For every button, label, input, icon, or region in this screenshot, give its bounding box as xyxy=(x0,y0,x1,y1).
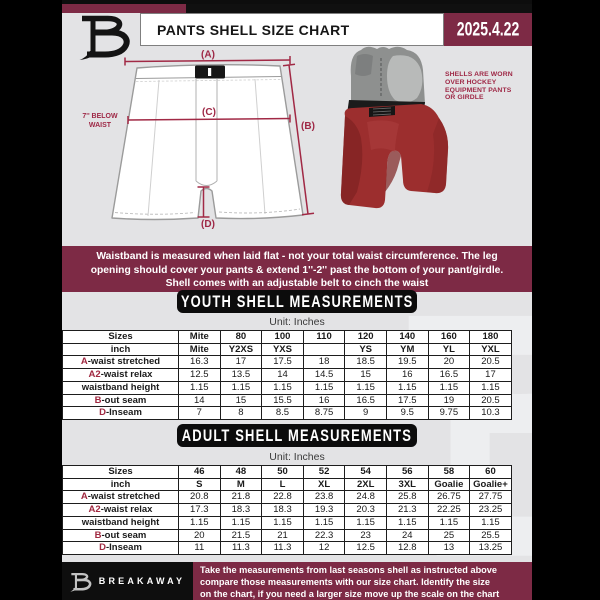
measure-letter: A2 xyxy=(88,369,101,381)
footer-note-line: compare those measurements with our size chart. Identify the size xyxy=(200,577,490,588)
table-row xyxy=(63,529,512,542)
table-cell: 22.25 xyxy=(428,504,470,517)
table-cell: 15 xyxy=(220,394,262,407)
table-row xyxy=(63,356,512,369)
measure-letter: A xyxy=(80,491,88,503)
table-cell: 1.15 xyxy=(428,516,470,529)
caption-line: OVER HOCKEY xyxy=(445,78,497,86)
row-label: Sizes xyxy=(63,466,179,479)
footer-brand-block xyxy=(62,562,193,600)
caption-line: OR GIRDLE xyxy=(445,94,484,102)
table-cell: 52 xyxy=(303,466,345,479)
table-cell: 21.8 xyxy=(220,491,262,504)
shell-product-photo xyxy=(337,42,455,215)
row-label: A-waist stretched xyxy=(63,356,179,369)
table-cell: 18.5 xyxy=(345,356,387,369)
table-cell: 110 xyxy=(303,331,345,344)
table-row xyxy=(63,466,512,479)
measure-letter: D xyxy=(99,542,106,554)
table-cell: 180 xyxy=(470,331,512,344)
table-cell: XL xyxy=(303,478,345,491)
belt-buckle-slot xyxy=(208,68,211,76)
table-cell: 1.15 xyxy=(220,516,262,529)
table-cell: 16.5 xyxy=(428,369,470,382)
table-cell: Mite xyxy=(179,343,221,356)
label-a: (A) xyxy=(201,49,215,61)
girdle-shadow xyxy=(355,54,373,76)
table-cell: 11.3 xyxy=(220,542,262,555)
table-cell: 1.15 xyxy=(470,381,512,394)
table-row xyxy=(63,343,512,356)
table-cell: 140 xyxy=(386,331,428,344)
row-label: A-waist stretched xyxy=(63,491,179,504)
table-cell: S xyxy=(179,478,221,491)
adult-section-header xyxy=(177,424,417,447)
photo-caption xyxy=(445,71,532,102)
table-cell: 25.8 xyxy=(386,491,428,504)
table-cell: 12.8 xyxy=(386,542,428,555)
table-cell: 1.15 xyxy=(470,516,512,529)
table-cell: 1.15 xyxy=(179,381,221,394)
table-row xyxy=(63,381,512,394)
table-cell: 54 xyxy=(345,466,387,479)
table-cell: 27.75 xyxy=(470,491,512,504)
table-cell: 56 xyxy=(386,466,428,479)
waist-note-line1: 7'' BELOW xyxy=(82,113,118,120)
table-cell: YXS xyxy=(262,343,304,356)
adult-unit-label: Unit: Inches xyxy=(269,451,325,463)
table-cell: 16.5 xyxy=(345,394,387,407)
table-cell: 1.15 xyxy=(386,516,428,529)
table-cell: 1.15 xyxy=(345,516,387,529)
breakaway-b-logo-icon xyxy=(78,11,132,61)
table-cell: Mite xyxy=(179,331,221,344)
row-label: A2-waist relax xyxy=(63,504,179,517)
table-cell: 25 xyxy=(428,529,470,542)
table-cell: 7 xyxy=(179,407,221,420)
top-strip xyxy=(62,4,532,13)
adult-heading-text: ADULT SHELL MEASUREMENTS xyxy=(181,426,413,445)
date-badge xyxy=(444,13,532,46)
table-cell: Goalie+ xyxy=(470,478,512,491)
banner-line: Shell comes with an adjustable belt to cinch the waist xyxy=(165,278,429,290)
instruction-banner xyxy=(62,246,532,292)
table-row xyxy=(63,491,512,504)
table-cell: 20.5 xyxy=(470,394,512,407)
table-cell: 9.75 xyxy=(428,407,470,420)
table-cell: 18.3 xyxy=(262,504,304,517)
table-row xyxy=(63,407,512,420)
table-cell: 12.5 xyxy=(345,542,387,555)
table-cell: 46 xyxy=(179,466,221,479)
table-row xyxy=(63,504,512,517)
table-cell xyxy=(303,343,345,356)
table-cell: YL xyxy=(428,343,470,356)
table-cell: 1.15 xyxy=(262,381,304,394)
table-row xyxy=(63,369,512,382)
table-cell: Y2XS xyxy=(220,343,262,356)
measure-letter: A2 xyxy=(88,504,101,516)
youth-section-header xyxy=(177,290,417,313)
table-cell: 60 xyxy=(470,466,512,479)
table-cell: YXL xyxy=(470,343,512,356)
table-cell: 48 xyxy=(220,466,262,479)
table-cell: 17.3 xyxy=(179,504,221,517)
table-cell: 1.15 xyxy=(303,516,345,529)
measure-letter: D xyxy=(99,407,106,419)
table-cell: 20.5 xyxy=(470,356,512,369)
table-cell: 21.5 xyxy=(220,529,262,542)
table-cell: 14 xyxy=(179,394,221,407)
table-cell: 17 xyxy=(220,356,262,369)
table-cell: 18 xyxy=(303,356,345,369)
row-label: D-Inseam xyxy=(63,542,179,555)
table-cell: 19 xyxy=(428,394,470,407)
table-row xyxy=(63,542,512,555)
table-cell: 22.8 xyxy=(262,491,304,504)
measure-letter: B xyxy=(94,529,102,541)
youth-table xyxy=(62,330,512,420)
table-cell: L xyxy=(262,478,304,491)
table-cell: 24 xyxy=(386,529,428,542)
table-cell: 20 xyxy=(428,356,470,369)
page-title: PANTS SHELL SIZE CHART xyxy=(140,13,444,46)
table-cell: 21 xyxy=(262,529,304,542)
table-cell: 12 xyxy=(303,542,345,555)
table-row xyxy=(63,394,512,407)
banner-line: Waistband is measured when laid flat - not your total waist circumference. The leg xyxy=(96,251,498,262)
table-cell: 15 xyxy=(345,369,387,382)
table-cell: 17.5 xyxy=(386,394,428,407)
table-cell: 19.3 xyxy=(303,504,345,517)
table-cell: 1.15 xyxy=(428,381,470,394)
table-cell: 23.8 xyxy=(303,491,345,504)
row-label: A2-waist relax xyxy=(63,369,179,382)
row-label: inch xyxy=(63,478,179,491)
youth-unit-label: Unit: Inches xyxy=(269,316,325,328)
table-cell: 21.3 xyxy=(386,504,428,517)
table-cell: 26.75 xyxy=(428,491,470,504)
table-cell: 80 xyxy=(220,331,262,344)
adult-table xyxy=(62,465,512,555)
table-cell: 1.15 xyxy=(345,381,387,394)
row-label: D-Inseam xyxy=(63,407,179,420)
table-cell: 25.5 xyxy=(470,529,512,542)
table-cell: 23 xyxy=(345,529,387,542)
table-cell: 13.25 xyxy=(470,542,512,555)
table-cell: 58 xyxy=(428,466,470,479)
table-cell: 16.3 xyxy=(179,356,221,369)
table-cell: 24.8 xyxy=(345,491,387,504)
shell-highlight xyxy=(367,120,399,152)
youth-heading-text: YOUTH SHELL MEASUREMENTS xyxy=(180,292,414,311)
table-cell: 13 xyxy=(428,542,470,555)
label-d: (D) xyxy=(201,219,215,230)
footer-note xyxy=(193,562,532,600)
table-cell: 16 xyxy=(386,369,428,382)
header xyxy=(62,13,532,46)
table-cell: 18.3 xyxy=(220,504,262,517)
table-cell: 19.5 xyxy=(386,356,428,369)
table-cell: 3XL xyxy=(386,478,428,491)
table-cell: 20 xyxy=(179,529,221,542)
table-cell: YS xyxy=(345,343,387,356)
table-cell: 50 xyxy=(262,466,304,479)
table-cell: 12.5 xyxy=(179,369,221,382)
table-cell: 1.15 xyxy=(386,381,428,394)
row-label: Sizes xyxy=(63,331,179,344)
table-cell: 22.3 xyxy=(303,529,345,542)
shorts-outline xyxy=(112,65,303,220)
table-cell: 1.15 xyxy=(262,516,304,529)
footer-b-logo-icon xyxy=(70,571,92,592)
table-cell: 1.15 xyxy=(303,381,345,394)
table-cell: 8 xyxy=(220,407,262,420)
table-cell: 16 xyxy=(303,394,345,407)
table-cell: Goalie xyxy=(428,478,470,491)
measure-letter: A xyxy=(80,356,88,368)
table-cell: 15.5 xyxy=(262,394,304,407)
table-cell: 17 xyxy=(470,369,512,382)
table-row xyxy=(63,478,512,491)
row-label: inch xyxy=(63,343,179,356)
measure-letter: B xyxy=(94,394,102,406)
table-cell: 100 xyxy=(262,331,304,344)
table-cell: 1.15 xyxy=(179,516,221,529)
table-cell: 1.15 xyxy=(220,381,262,394)
banner-line: opening should cover your pants & extend 1''-2'' past the bottom of your pant/girdle. xyxy=(90,264,504,276)
waist-note-line2: WAIST xyxy=(88,122,112,129)
row-label: waistband height xyxy=(63,381,179,394)
table-cell: 14.5 xyxy=(303,369,345,382)
pants-measurement-diagram xyxy=(72,48,322,232)
page xyxy=(62,0,532,600)
table-cell: 14 xyxy=(262,369,304,382)
table-cell: 11 xyxy=(179,542,221,555)
table-cell: 160 xyxy=(428,331,470,344)
table-cell: 10.3 xyxy=(470,407,512,420)
row-label: waistband height xyxy=(63,516,179,529)
table-cell: 8.75 xyxy=(303,407,345,420)
footer-brand-text: BREAKAWAY xyxy=(98,576,186,586)
row-label: B-out seam xyxy=(63,529,179,542)
table-cell: 20.8 xyxy=(179,491,221,504)
table-row xyxy=(63,331,512,344)
caption-line: EQUIPMENT PANTS xyxy=(445,86,512,94)
table-cell: 11.3 xyxy=(262,542,304,555)
footer-note-line: on the chart, if you need a larger size move up the scale on the chart xyxy=(200,589,500,600)
table-cell: 20.3 xyxy=(345,504,387,517)
table-cell: 17.5 xyxy=(262,356,304,369)
table-cell: 9 xyxy=(345,407,387,420)
table-cell: YM xyxy=(386,343,428,356)
table-cell: 8.5 xyxy=(262,407,304,420)
caption-line: SHELLS ARE WORN xyxy=(445,71,513,78)
table-cell: 2XL xyxy=(345,478,387,491)
table-cell: 13.5 xyxy=(220,369,262,382)
label-b: (B) xyxy=(301,121,315,132)
table-cell: 9.5 xyxy=(386,407,428,420)
table-cell: M xyxy=(220,478,262,491)
table-cell: 120 xyxy=(345,331,387,344)
date-text: 2025.4.22 xyxy=(456,17,520,40)
table-cell: 23.25 xyxy=(470,504,512,517)
footer xyxy=(62,562,532,600)
footer-note-line: Take the measurements from last seasons shell as instructed above xyxy=(200,565,498,575)
table-row xyxy=(63,516,512,529)
label-c: (C) xyxy=(202,107,216,118)
row-label: B-out seam xyxy=(63,394,179,407)
